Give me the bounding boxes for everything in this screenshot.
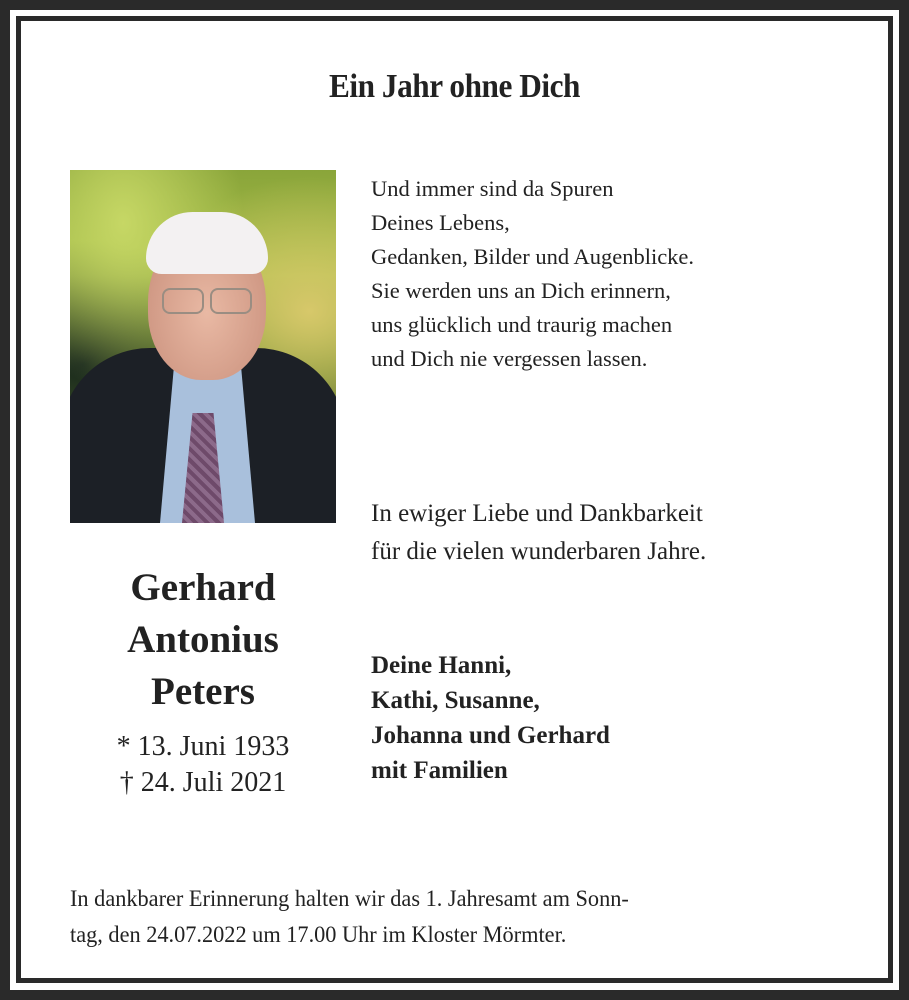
dedication-line: In ewiger Liebe und Dankbarkeit <box>371 500 703 527</box>
poem-line: Deines Lebens, <box>371 210 510 235</box>
birth-date: * 13. Juni 1933 <box>116 731 290 762</box>
life-dates <box>70 729 336 801</box>
photo-hair <box>146 212 268 274</box>
poem-line: und Dich nie vergessen lassen. <box>371 346 648 371</box>
poem-line: Und immer sind da Spuren <box>371 176 614 201</box>
signer-line: Deine Hanni, <box>371 652 512 679</box>
portrait-photo <box>70 170 336 523</box>
notice-line: tag, den 24.07.2022 um 17.00 Uhr im Kloster Mörmter. <box>70 922 567 947</box>
signer-line: Kathi, Susanne, <box>371 687 540 714</box>
notice-line: In dankbarer Erinnerung halten wir das 1. Jahresamt am Sonn- <box>70 886 629 911</box>
name-line: Antonius <box>127 618 279 661</box>
signer-line: mit Familien <box>371 757 508 784</box>
death-date: † 24. Juli 2021 <box>119 767 287 798</box>
photo-glasses <box>162 288 254 314</box>
poem-line: uns glücklich und traurig machen <box>371 312 673 337</box>
deceased-name <box>70 562 336 718</box>
memorial-service-notice <box>70 881 629 953</box>
poem-line: Sie werden uns an Dich erinnern, <box>371 278 671 303</box>
name-line: Peters <box>151 670 255 713</box>
poem <box>371 172 694 376</box>
signer-line: Johanna und Gerhard <box>371 722 610 749</box>
headline: Ein Jahr ohne Dich <box>328 68 580 105</box>
dedication <box>371 495 706 571</box>
signers <box>371 648 610 788</box>
poem-line: Gedanken, Bilder und Augenblicke. <box>371 244 695 269</box>
dedication-line: für die vielen wunderbaren Jahre. <box>371 538 707 565</box>
name-line: Gerhard <box>130 566 276 609</box>
